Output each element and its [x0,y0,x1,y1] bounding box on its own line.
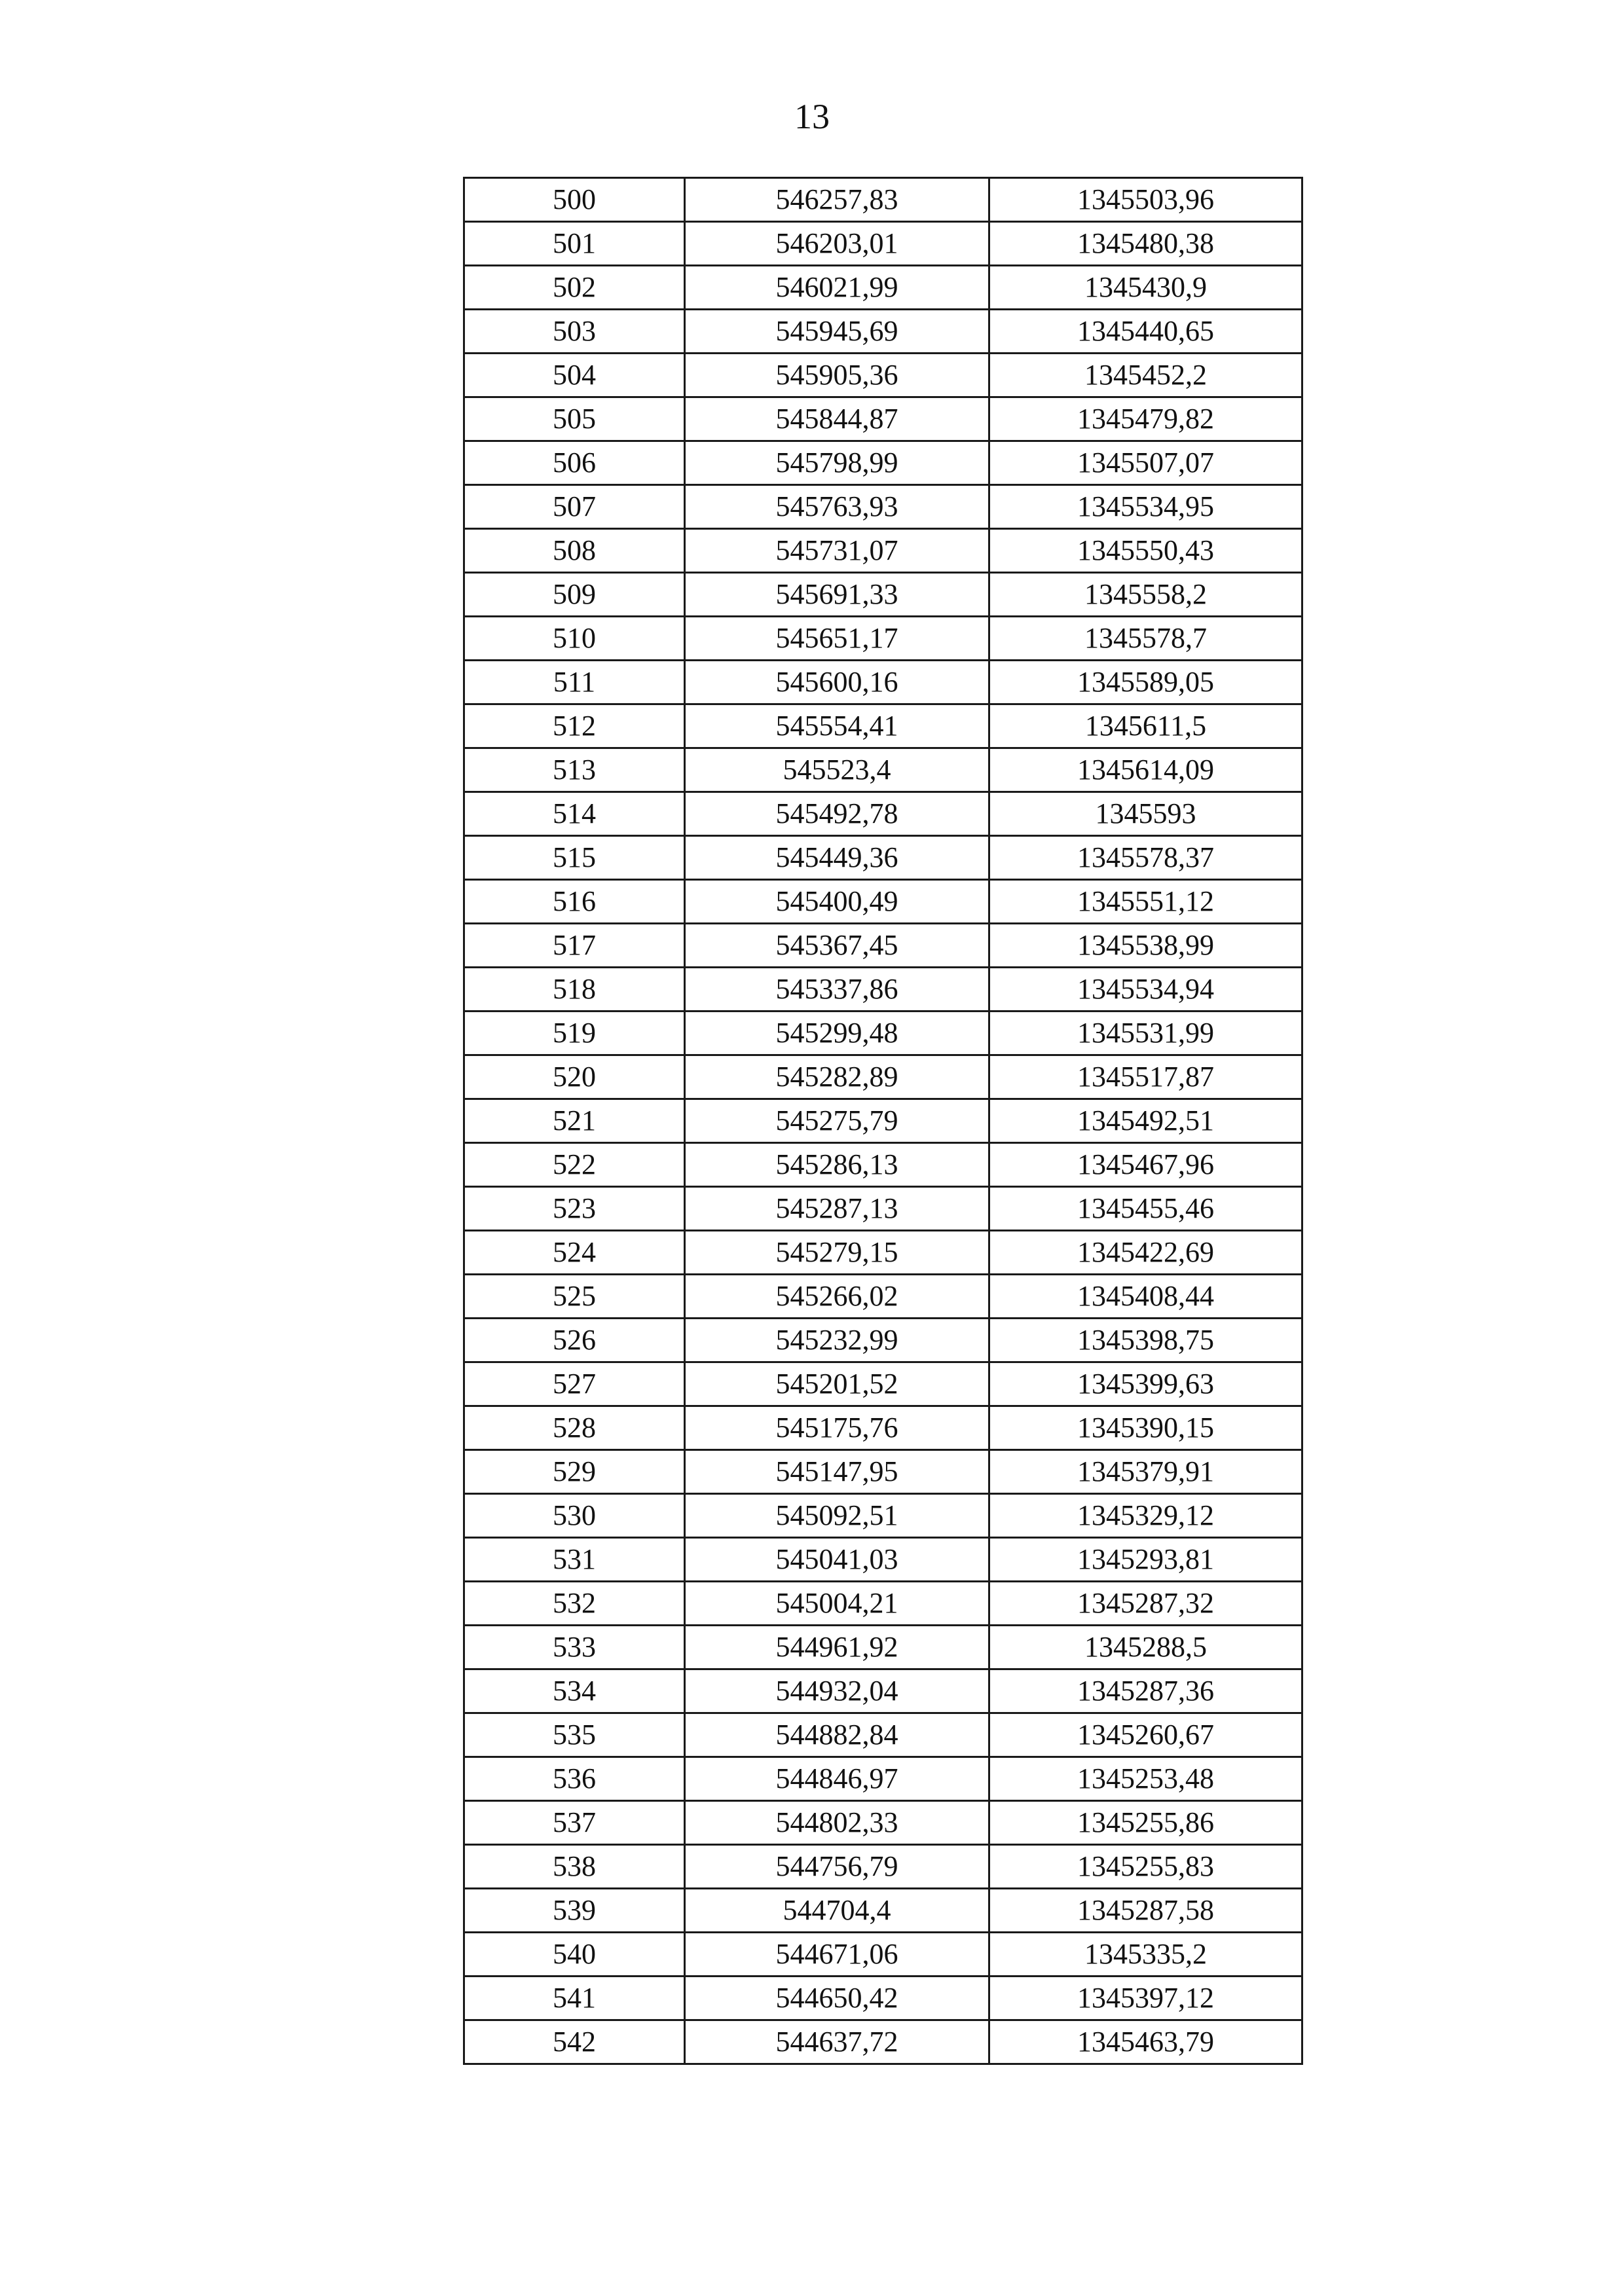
x-coordinate-cell: 545201,52 [685,1362,989,1406]
table-row [464,968,1302,1011]
page-number: 13 [794,97,830,136]
point-number-cell: 522 [464,1143,685,1187]
y-coordinate-cell: 1345534,95 [989,485,1302,529]
y-coordinate-cell: 1345255,86 [989,1801,1302,1845]
x-coordinate-cell: 545600,16 [685,661,989,704]
x-coordinate-cell: 546203,01 [685,222,989,266]
y-coordinate-cell: 1345534,94 [989,968,1302,1011]
y-coordinate-cell: 1345287,58 [989,1889,1302,1933]
y-coordinate-cell: 1345517,87 [989,1055,1302,1099]
x-coordinate-cell: 545287,13 [685,1187,989,1231]
x-coordinate-cell: 545282,89 [685,1055,989,1099]
point-number-cell: 535 [464,1713,685,1757]
table-row [464,617,1302,661]
y-coordinate-cell: 1345507,07 [989,441,1302,485]
x-coordinate-cell: 544961,92 [685,1626,989,1669]
y-coordinate-cell: 1345589,05 [989,661,1302,704]
x-coordinate-cell: 545523,4 [685,748,989,792]
table-row [464,704,1302,748]
y-coordinate-cell: 1345614,09 [989,748,1302,792]
point-number-cell: 520 [464,1055,685,1099]
table-row [464,1801,1302,1845]
table-row [464,310,1302,354]
table-row [464,178,1302,222]
table-row [464,485,1302,529]
y-coordinate-cell: 1345379,91 [989,1450,1302,1494]
table-row [464,441,1302,485]
y-coordinate-cell: 1345551,12 [989,880,1302,924]
x-coordinate-cell: 545492,78 [685,792,989,836]
x-coordinate-cell: 545232,99 [685,1319,989,1362]
table-row [464,1977,1302,2020]
table-row [464,266,1302,310]
table-row [464,1889,1302,1933]
y-coordinate-cell: 1345463,79 [989,2020,1302,2064]
x-coordinate-cell: 544846,97 [685,1757,989,1801]
y-coordinate-cell: 1345440,65 [989,310,1302,354]
table-row [464,1626,1302,1669]
y-coordinate-cell: 1345593 [989,792,1302,836]
y-coordinate-cell: 1345452,2 [989,354,1302,397]
x-coordinate-cell: 545286,13 [685,1143,989,1187]
table-row [464,222,1302,266]
point-number-cell: 532 [464,1582,685,1626]
table-row [464,924,1302,968]
x-coordinate-cell: 545400,49 [685,880,989,924]
table-row [464,1450,1302,1494]
point-number-cell: 506 [464,441,685,485]
x-coordinate-cell: 545279,15 [685,1231,989,1275]
point-number-cell: 524 [464,1231,685,1275]
y-coordinate-cell: 1345611,5 [989,704,1302,748]
point-number-cell: 531 [464,1538,685,1582]
table-row [464,1494,1302,1538]
y-coordinate-cell: 1345255,83 [989,1845,1302,1889]
x-coordinate-cell: 545554,41 [685,704,989,748]
table-row [464,1143,1302,1187]
x-coordinate-cell: 545147,95 [685,1450,989,1494]
coordinates-table-body [464,178,1302,2064]
y-coordinate-cell: 1345260,67 [989,1713,1302,1757]
x-coordinate-cell: 545275,79 [685,1099,989,1143]
table-row [464,748,1302,792]
y-coordinate-cell: 1345455,46 [989,1187,1302,1231]
point-number-cell: 533 [464,1626,685,1669]
y-coordinate-cell: 1345293,81 [989,1538,1302,1582]
table-row [464,1933,1302,1977]
x-coordinate-cell: 544650,42 [685,1977,989,2020]
table-row [464,1362,1302,1406]
point-number-cell: 509 [464,573,685,617]
table-row [464,1538,1302,1582]
x-coordinate-cell: 545367,45 [685,924,989,968]
x-coordinate-cell: 546257,83 [685,178,989,222]
table-row [464,1099,1302,1143]
point-number-cell: 541 [464,1977,685,2020]
y-coordinate-cell: 1345430,9 [989,266,1302,310]
table-row [464,1406,1302,1450]
x-coordinate-cell: 545299,48 [685,1011,989,1055]
x-coordinate-cell: 545945,69 [685,310,989,354]
x-coordinate-cell: 545175,76 [685,1406,989,1450]
x-coordinate-cell: 545651,17 [685,617,989,661]
table-row [464,2020,1302,2064]
x-coordinate-cell: 545798,99 [685,441,989,485]
x-coordinate-cell: 544671,06 [685,1933,989,1977]
y-coordinate-cell: 1345397,12 [989,1977,1302,2020]
table-row [464,792,1302,836]
y-coordinate-cell: 1345503,96 [989,178,1302,222]
x-coordinate-cell: 545763,93 [685,485,989,529]
y-coordinate-cell: 1345335,2 [989,1933,1302,1977]
y-coordinate-cell: 1345578,37 [989,836,1302,880]
point-number-cell: 518 [464,968,685,1011]
point-number-cell: 516 [464,880,685,924]
x-coordinate-cell: 545731,07 [685,529,989,573]
point-number-cell: 521 [464,1099,685,1143]
point-number-cell: 525 [464,1275,685,1319]
point-number-cell: 510 [464,617,685,661]
point-number-cell: 523 [464,1187,685,1231]
table-row [464,1669,1302,1713]
y-coordinate-cell: 1345287,36 [989,1669,1302,1713]
point-number-cell: 505 [464,397,685,441]
x-coordinate-cell: 544932,04 [685,1669,989,1713]
point-number-cell: 527 [464,1362,685,1406]
y-coordinate-cell: 1345558,2 [989,573,1302,617]
point-number-cell: 501 [464,222,685,266]
point-number-cell: 537 [464,1801,685,1845]
point-number-cell: 542 [464,2020,685,2064]
y-coordinate-cell: 1345390,15 [989,1406,1302,1450]
x-coordinate-cell: 544637,72 [685,2020,989,2064]
y-coordinate-cell: 1345422,69 [989,1231,1302,1275]
y-coordinate-cell: 1345531,99 [989,1011,1302,1055]
table-row [464,573,1302,617]
point-number-cell: 534 [464,1669,685,1713]
x-coordinate-cell: 544882,84 [685,1713,989,1757]
table-row [464,880,1302,924]
table-row [464,1187,1302,1231]
table-row [464,1231,1302,1275]
x-coordinate-cell: 545337,86 [685,968,989,1011]
y-coordinate-cell: 1345550,43 [989,529,1302,573]
table-row [464,1757,1302,1801]
x-coordinate-cell: 545266,02 [685,1275,989,1319]
table-row [464,1582,1302,1626]
y-coordinate-cell: 1345480,38 [989,222,1302,266]
table-row [464,1845,1302,1889]
point-number-cell: 503 [464,310,685,354]
point-number-cell: 514 [464,792,685,836]
point-number-cell: 530 [464,1494,685,1538]
y-coordinate-cell: 1345329,12 [989,1494,1302,1538]
table-row [464,1319,1302,1362]
point-number-cell: 500 [464,178,685,222]
y-coordinate-cell: 1345288,5 [989,1626,1302,1669]
point-number-cell: 538 [464,1845,685,1889]
point-number-cell: 539 [464,1889,685,1933]
x-coordinate-cell: 545844,87 [685,397,989,441]
y-coordinate-cell: 1345467,96 [989,1143,1302,1187]
x-coordinate-cell: 544704,4 [685,1889,989,1933]
point-number-cell: 528 [464,1406,685,1450]
coordinates-table [463,177,1303,2065]
table-row [464,397,1302,441]
y-coordinate-cell: 1345408,44 [989,1275,1302,1319]
point-number-cell: 529 [464,1450,685,1494]
y-coordinate-cell: 1345399,63 [989,1362,1302,1406]
point-number-cell: 512 [464,704,685,748]
table-row [464,836,1302,880]
y-coordinate-cell: 1345479,82 [989,397,1302,441]
point-number-cell: 526 [464,1319,685,1362]
point-number-cell: 540 [464,1933,685,1977]
x-coordinate-cell: 546021,99 [685,266,989,310]
point-number-cell: 517 [464,924,685,968]
point-number-cell: 519 [464,1011,685,1055]
table-row [464,1011,1302,1055]
x-coordinate-cell: 544756,79 [685,1845,989,1889]
x-coordinate-cell: 545449,36 [685,836,989,880]
table-row [464,1713,1302,1757]
y-coordinate-cell: 1345287,32 [989,1582,1302,1626]
y-coordinate-cell: 1345398,75 [989,1319,1302,1362]
table-row [464,354,1302,397]
x-coordinate-cell: 544802,33 [685,1801,989,1845]
point-number-cell: 508 [464,529,685,573]
y-coordinate-cell: 1345538,99 [989,924,1302,968]
table-row [464,529,1302,573]
y-coordinate-cell: 1345492,51 [989,1099,1302,1143]
point-number-cell: 504 [464,354,685,397]
point-number-cell: 515 [464,836,685,880]
point-number-cell: 536 [464,1757,685,1801]
x-coordinate-cell: 545905,36 [685,354,989,397]
table-row [464,661,1302,704]
table-row [464,1055,1302,1099]
y-coordinate-cell: 1345578,7 [989,617,1302,661]
x-coordinate-cell: 545004,21 [685,1582,989,1626]
x-coordinate-cell: 545041,03 [685,1538,989,1582]
x-coordinate-cell: 545691,33 [685,573,989,617]
y-coordinate-cell: 1345253,48 [989,1757,1302,1801]
point-number-cell: 513 [464,748,685,792]
table-row [464,1275,1302,1319]
x-coordinate-cell: 545092,51 [685,1494,989,1538]
point-number-cell: 507 [464,485,685,529]
point-number-cell: 511 [464,661,685,704]
point-number-cell: 502 [464,266,685,310]
